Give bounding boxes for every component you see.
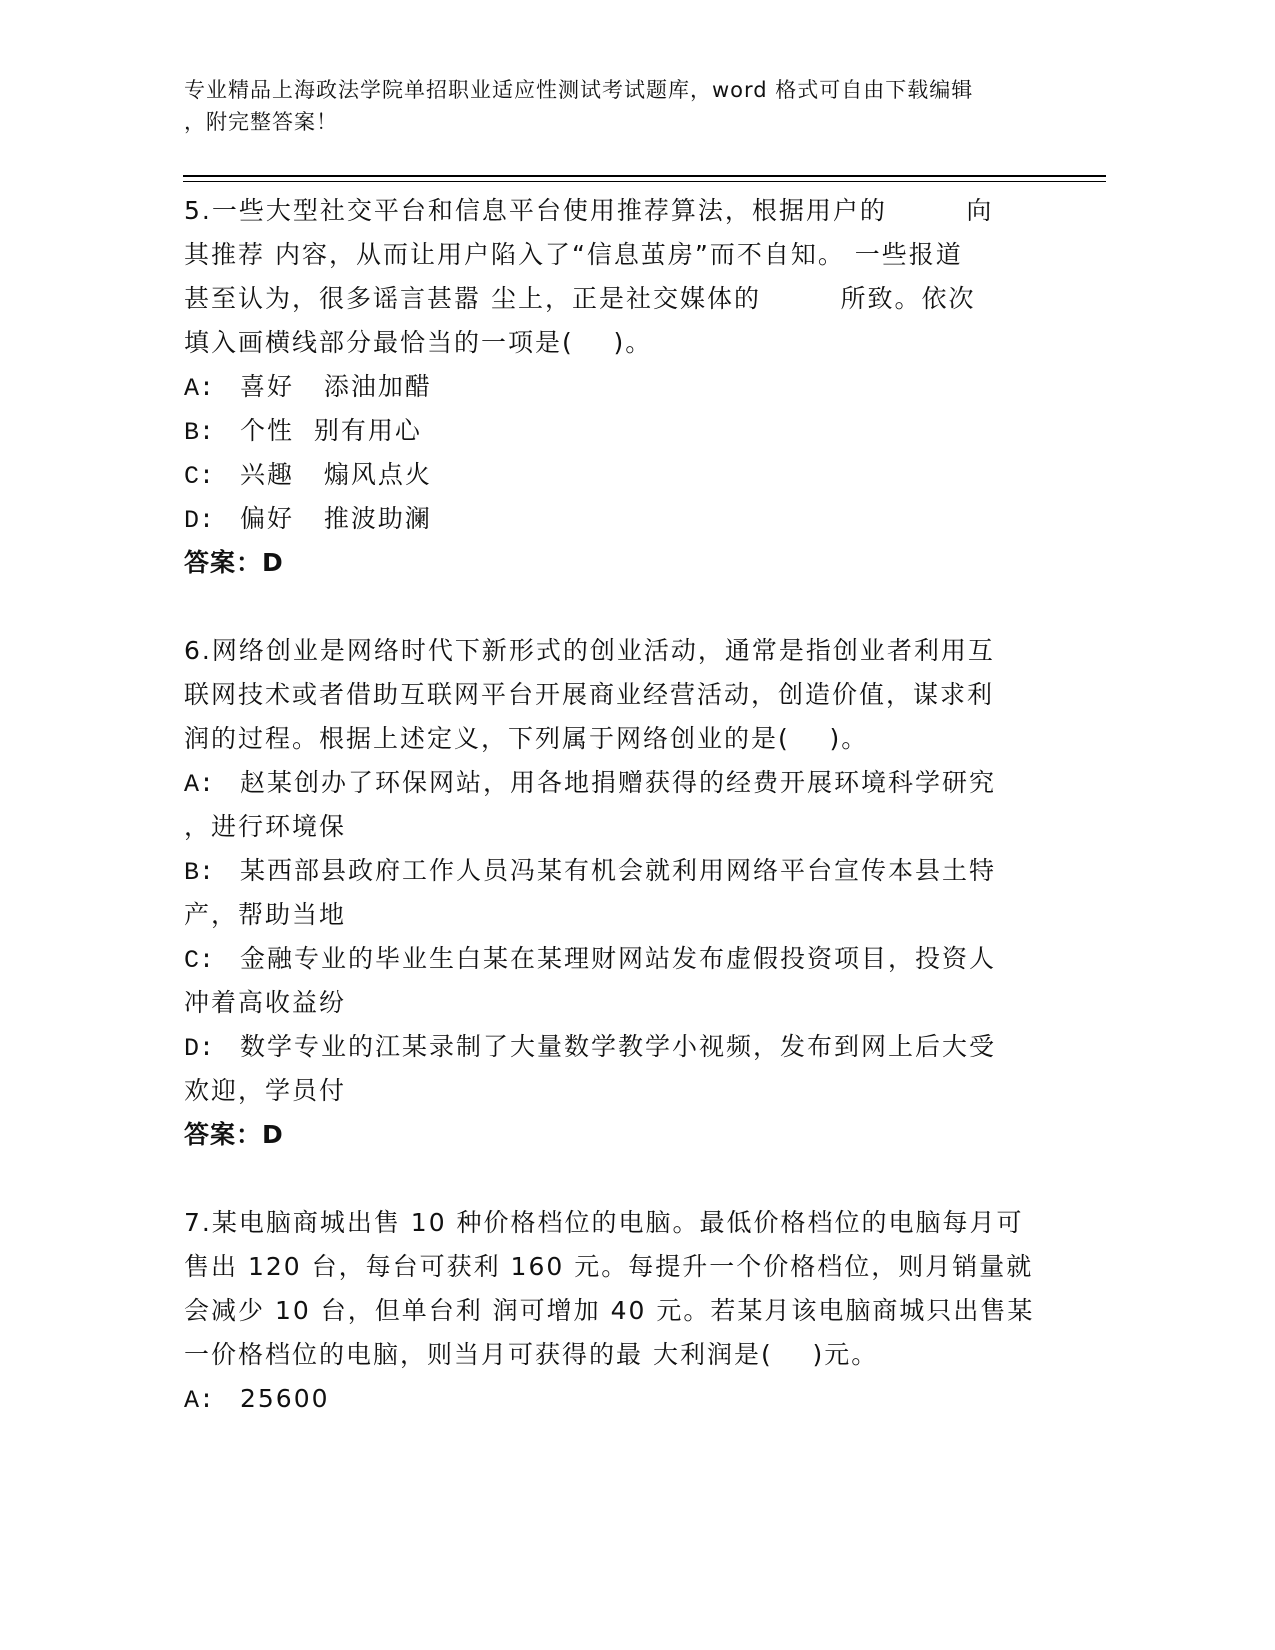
- option-text: 25600: [240, 1384, 330, 1413]
- option-text: 数学专业的江某录制了大量数学教学小视频，发布到网上后大受: [240, 1032, 997, 1061]
- question-stem-line: 会减少 10 台，但单台利 润可增加 40 元。若某月该电脑商城只出售某: [184, 1296, 1035, 1325]
- question-stem-line: 其推荐 内容，从而让用户陷入了“信息茧房”而不自知。 一些报道: [184, 240, 963, 269]
- question-stem-line: 一价格档位的电脑，则当月可获得的最 大利润是( )元。: [184, 1340, 879, 1369]
- answer-line: 答案：D: [184, 1120, 284, 1149]
- question-7: [184, 1201, 1064, 1421]
- option-d: [184, 1025, 1064, 1069]
- option-text: 金融专业的毕业生白某在某理财网站发布虚假投资项目，投资人: [240, 944, 997, 973]
- document-header: [184, 74, 1084, 138]
- question-stem-line: 7.某电脑商城出售 10 种价格档位的电脑。最低价格档位的电脑每月可: [184, 1208, 1024, 1237]
- question-stem-line: 售出 120 台，每台可获利 160 元。每提升一个价格档位，则月销量就: [184, 1252, 1034, 1281]
- question-6: [184, 629, 1064, 1157]
- option-key: D:: [184, 506, 215, 535]
- option-text: 偏好 推波助澜: [240, 504, 432, 533]
- question-stem-line: 联网技术或者借助互联网平台开展商业经营活动，创造价值，谋求利: [184, 680, 995, 709]
- option-key: D:: [184, 1034, 215, 1063]
- option-text: 某西部县政府工作人员冯某有机会就利用网络平台宣传本县土特: [240, 856, 997, 885]
- question-stem-line: 5.一些大型社交平台和信息平台使用推荐算法，根据用户的 向: [184, 196, 994, 225]
- option-d: [184, 497, 1064, 541]
- header-line-1: 专业精品上海政法学院单招职业适应性测试考试题库，word 格式可自由下载编辑: [184, 78, 974, 102]
- option-key: B:: [184, 858, 215, 887]
- option-c: [184, 453, 1064, 497]
- option-text: 个性 别有用心: [240, 416, 422, 445]
- option-key: C:: [184, 462, 215, 491]
- option-c: [184, 937, 1064, 981]
- option-key: A:: [184, 1386, 215, 1415]
- answer-line: 答案：D: [184, 548, 284, 577]
- header-divider-thick: [183, 175, 1106, 177]
- question-stem-line: 6.网络创业是网络时代下新形式的创业活动，通常是指创业者利用互: [184, 636, 995, 665]
- option-key: A:: [184, 770, 215, 799]
- option-c-continuation: 冲着高收益纷: [184, 988, 347, 1017]
- question-stem-line: 甚至认为，很多谣言甚嚣 尘上，正是社交媒体的 所致。依次: [184, 284, 976, 313]
- header-line-2: ，附完整答案！: [184, 110, 338, 134]
- option-key: B:: [184, 418, 215, 447]
- option-key: C:: [184, 946, 215, 975]
- spacer: [184, 1157, 1064, 1201]
- option-text: 兴趣 煽风点火: [240, 460, 432, 489]
- spacer: [184, 585, 1064, 629]
- question-stem-line: 填入画横线部分最恰当的一项是( )。: [184, 328, 653, 357]
- option-b: [184, 849, 1064, 893]
- option-b-continuation: 产，帮助当地: [184, 900, 347, 929]
- option-a: [184, 365, 1064, 409]
- option-text: 喜好 添油加醋: [240, 372, 432, 401]
- option-key: A:: [184, 374, 215, 403]
- option-a-continuation: ，进行环境保: [184, 812, 347, 841]
- question-list: [184, 189, 1064, 1421]
- header-divider-thin: [183, 181, 1106, 182]
- option-a: [184, 761, 1064, 805]
- option-b: [184, 409, 1064, 453]
- option-text: 赵某创办了环保网站，用各地捐赠获得的经费开展环境科学研究: [240, 768, 997, 797]
- question-5: [184, 189, 1064, 585]
- option-d-continuation: 欢迎，学员付: [184, 1076, 347, 1105]
- question-stem-line: 润的过程。根据上述定义，下列属于网络创业的是( )。: [184, 724, 869, 753]
- option-a: [184, 1377, 1064, 1421]
